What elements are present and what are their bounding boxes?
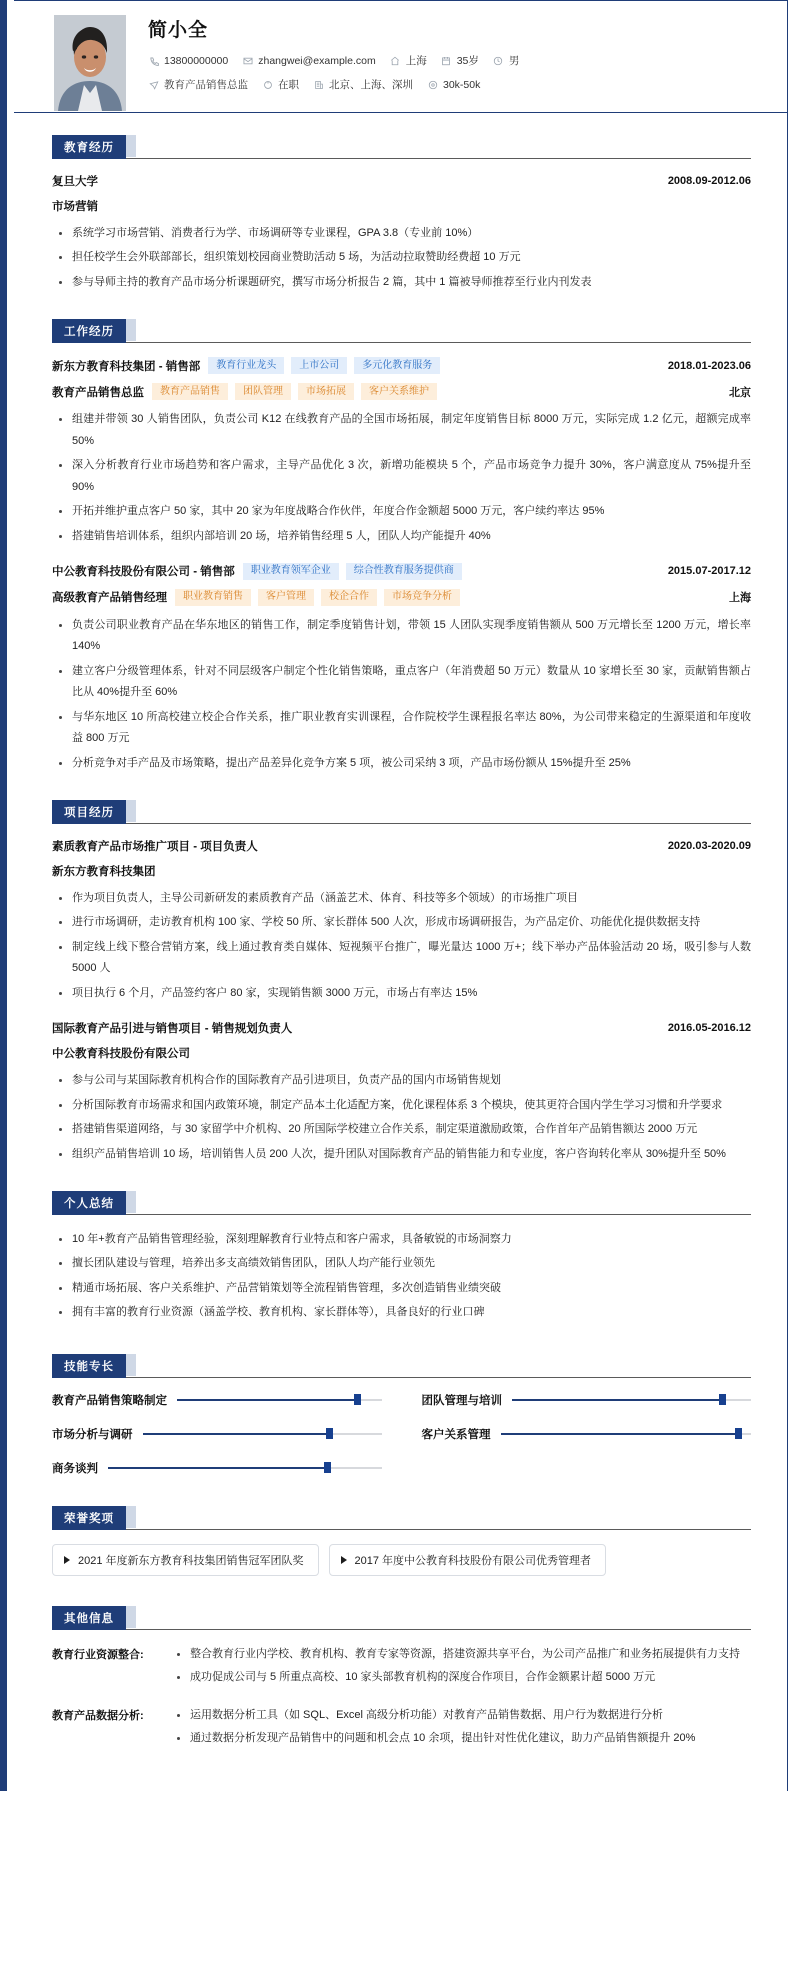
project-entry: [52, 1020, 751, 1165]
section-rule: [52, 823, 751, 824]
section-header-summary: [52, 1191, 751, 1215]
skill-knob[interactable]: [735, 1428, 742, 1439]
list-item: 拥有丰富的教育行业资源（涵盖学校、教育机构、家长群体等），具备良好的行业口碑: [54, 1302, 751, 1323]
work-company: 新东方教育科技集团 - 销售部: [52, 360, 201, 373]
position-tag: 市场竞争分析: [384, 589, 460, 606]
home-icon: [390, 55, 401, 66]
skill-label: 团队管理与培训: [421, 1394, 502, 1407]
company-tag: 上市公司: [291, 357, 347, 374]
list-item: 与华东地区 10 所高校建立校企合作关系，推广职业教育实训课程，合作院校学生课程报名率达 80%，为公司带来稳定的生源渠道和年度收益 800 万元: [54, 707, 751, 750]
education-date: 2008.09-2012.06: [667, 175, 751, 187]
work-entry: [52, 357, 751, 547]
section-tag-tail: [126, 1354, 136, 1376]
list-item: 系统学习市场营销、消费者行为学、市场调研等专业课程，GPA 3.8（专业前 10%）: [54, 223, 751, 244]
list-item: 作为项目负责人，主导公司新研发的素质教育产品（涵盖艺术、体育、科技等多个领域）的市场推广项目: [54, 888, 751, 909]
company-tag: 教育行业龙头: [208, 357, 284, 374]
work-date: 2018.01-2023.06: [667, 359, 751, 372]
position-tag: 团队管理: [235, 383, 291, 400]
email-icon: [242, 55, 253, 66]
contact-row-2: [148, 77, 787, 92]
project-entry-header: [52, 1020, 751, 1036]
list-item: 成功促成公司与 5 所重点高校、10 家头部教育机构的深度合作项目，合作金额累计超 5000 万元: [172, 1667, 751, 1688]
profile-header: [14, 0, 788, 113]
work-location: 上海: [729, 592, 751, 605]
section-tag-tail: [126, 800, 136, 822]
education-bullets: [54, 223, 751, 293]
skill-item: [52, 1460, 382, 1476]
section-rule: [52, 1629, 751, 1630]
position-tag: 校企合作: [321, 589, 377, 606]
work-date: 2015.07-2017.12: [667, 565, 751, 578]
other-info-bullets: [170, 1705, 751, 1752]
awards-list: [52, 1544, 751, 1576]
skill-slider[interactable]: [512, 1394, 751, 1406]
play-triangle-icon: [64, 1556, 70, 1564]
gender-icon: [493, 55, 504, 66]
contact-row-1: [148, 53, 787, 68]
company-tag: 综合性教育服务提供商: [346, 563, 462, 580]
skill-knob[interactable]: [719, 1394, 726, 1405]
section-title-awards: 荣誉奖项: [52, 1506, 126, 1530]
other-info-bullets: [170, 1644, 751, 1691]
left-accent-rail: [0, 0, 7, 1791]
list-item: 组建并带领 30 人销售团队，负责公司 K12 在线教育产品的全国市场拓展，制定年度销售目标 8000 万元，实际完成 1.2 亿元，超额完成率 50%: [54, 409, 751, 452]
phone-icon: [148, 55, 159, 66]
section-summary: [52, 1191, 751, 1324]
skill-item: [422, 1426, 752, 1442]
contact-hometown: [390, 53, 427, 68]
work-position: 教育产品销售总监: [52, 386, 144, 399]
work-bullets: [54, 409, 751, 547]
section-header-awards: [52, 1506, 751, 1530]
award-label: 2017 年度中公教育科技股份有限公司优秀管理者: [354, 1554, 592, 1567]
section-header-education: [52, 135, 751, 159]
resume-body: [14, 113, 788, 1791]
briefcase-icon: [148, 79, 159, 90]
company-tag: 多元化教育服务: [354, 357, 440, 374]
work-bullets: [54, 615, 751, 774]
other-info-label: 教育行业资源整合:: [52, 1648, 144, 1661]
contact-hometown-text: 上海: [405, 55, 427, 67]
work-entry-position-line: [52, 383, 751, 400]
section-rule: [52, 1214, 751, 1215]
skill-label: 商务谈判: [52, 1462, 98, 1475]
skill-label: 教育产品销售策略制定: [52, 1394, 167, 1407]
skill-grid-spacer: [422, 1460, 752, 1476]
section-title-education: 教育经历: [52, 135, 126, 159]
work-position: 高级教育产品销售经理: [52, 592, 167, 605]
contact-age-text: 35岁: [456, 55, 479, 67]
project-name: 素质教育产品市场推广项目 - 项目负责人: [52, 841, 258, 853]
company-tag: 职业教育领军企业: [243, 563, 339, 580]
position-tag: 职业教育销售: [175, 589, 251, 606]
list-item: 分析竞争对手产品及市场策略，提出产品差异化竞争方案 5 项，被公司采纳 3 项，产品市场份额从 15%提升至 25%: [54, 753, 751, 774]
section-rule: [52, 1529, 751, 1530]
skill-label: 市场分析与调研: [52, 1428, 133, 1441]
list-item: 通过数据分析发现产品销售中的问题和机会点 10 余项，提出针对性优化建议，助力产品销售额提升 20%: [172, 1728, 751, 1749]
skill-slider[interactable]: [177, 1394, 382, 1406]
section-title-other-info: 其他信息: [52, 1606, 126, 1630]
skill-slider[interactable]: [501, 1428, 752, 1440]
list-item: 进行市场调研，走访教育机构 100 家、学校 50 所、家长群体 500 人次，形成市场调研报告，为产品定价、功能优化提供数据支持: [54, 912, 751, 933]
list-item: 建立客户分级管理体系，针对不同层级客户制定个性化销售策略，重点客户（年消费超 50 万元）数量从 10 家增长至 30 家，贡献销售额占比从 40%提升至 60%: [54, 661, 751, 704]
section-tag-tail: [126, 319, 136, 341]
list-item: 分析国际教育市场需求和国内政策环境，制定产品本土化适配方案，优化课程体系 3 个模块，使其更符合国内学生学习习惯和升学要求: [54, 1095, 751, 1116]
skill-knob[interactable]: [326, 1428, 333, 1439]
avatar: [54, 15, 126, 111]
skill-item: [422, 1392, 752, 1408]
education-school: 复旦大学: [52, 176, 98, 188]
summary-bullets: [54, 1229, 751, 1324]
skill-knob[interactable]: [324, 1462, 331, 1473]
section-rule: [52, 158, 751, 159]
list-item: 项目执行 6 个月，产品签约客户 80 家，实现销售额 3000 万元，市场占有率达 15%: [54, 983, 751, 1004]
position-tag: 市场拓展: [298, 383, 354, 400]
project-entry-header: [52, 838, 751, 854]
section-tag-tail: [126, 1606, 136, 1628]
contact-status: [262, 77, 299, 92]
contact-cities-text: 北京、上海、深圳: [329, 79, 413, 91]
position-tag: 客户关系维护: [361, 383, 437, 400]
contact-email: [242, 55, 375, 67]
list-item: 负责公司职业教育产品在华东地区的销售工作，制定季度销售计划，带领 15 人团队实现季度销售额从 500 万元增长至 1200 万元，增长率 140%: [54, 615, 751, 658]
city-icon: [313, 79, 324, 90]
section-work: [52, 319, 751, 774]
section-header-work: [52, 319, 751, 343]
section-rule: [52, 342, 751, 343]
list-item: 精通市场拓展、客户关系维护、产品营销策划等全流程销售管理，多次创造销售业绩突破: [54, 1278, 751, 1299]
project-date: 2016.05-2016.12: [667, 1022, 751, 1035]
education-entry: [52, 173, 751, 293]
list-item: 开拓并维护重点客户 50 家，其中 20 家为年度战略合作伙伴，年度合作金额超 5000 万元，客户续约率达 95%: [54, 501, 751, 522]
contact-email-text: zhangwei@example.com: [258, 54, 376, 67]
work-company: 中公教育科技股份有限公司 - 销售部: [52, 566, 235, 579]
contact-gender-text: 男: [508, 55, 520, 67]
profile-info: [148, 11, 787, 101]
calendar-icon: [441, 55, 452, 66]
contact-phone-text: 13800000000: [164, 54, 229, 67]
award-chip[interactable]: [329, 1544, 607, 1576]
section-title-summary: 个人总结: [52, 1191, 126, 1215]
section-skills: [52, 1354, 751, 1476]
award-chip[interactable]: [52, 1544, 319, 1576]
play-triangle-icon: [341, 1556, 347, 1564]
section-title-work: 工作经历: [52, 319, 126, 343]
skill-fill: [512, 1399, 722, 1401]
section-other-info: [52, 1606, 751, 1752]
work-location: 北京: [729, 386, 751, 399]
section-tag-tail: [126, 1506, 136, 1528]
project-bullets: [54, 888, 751, 1004]
project-org: 中公教育科技股份有限公司: [52, 1048, 190, 1061]
education-entry-header: [52, 173, 751, 189]
section-header-other-info: [52, 1606, 751, 1630]
list-item: 运用数据分析工具（如 SQL、Excel 高级分析功能）对教育产品销售数据、用户行为数据进行分析: [172, 1705, 751, 1726]
section-header-project: [52, 800, 751, 824]
work-entry-company-line: [52, 357, 751, 374]
list-item: 参与公司与某国际教育机构合作的国际教育产品引进项目，负责产品的国内市场销售规划: [54, 1070, 751, 1091]
skills-grid: [52, 1392, 751, 1476]
list-item: 参与导师主持的教育产品市场分析课题研究，撰写市场分析报告 2 篇，其中 1 篇被导师推荐至行业内刊发表: [54, 272, 751, 293]
list-item: 10 年+教育产品销售管理经验，深刻理解教育行业特点和客户需求，具备敏锐的市场洞察力: [54, 1229, 751, 1250]
section-header-skills: [52, 1354, 751, 1378]
contact-age: [441, 53, 479, 68]
other-info-block: [52, 1705, 751, 1752]
work-entry: [52, 563, 751, 774]
list-item: 擅长团队建设与管理，培养出多支高绩效销售团队，团队人均产能行业领先: [54, 1253, 751, 1274]
project-entry: [52, 838, 751, 1004]
skill-fill: [143, 1433, 329, 1435]
other-info-label: 教育产品数据分析:: [52, 1709, 144, 1722]
section-tag-tail: [126, 135, 136, 157]
contact-position-text: 教育产品销售总监: [164, 79, 248, 91]
award-label: 2021 年度新东方教育科技集团销售冠军团队奖: [78, 1554, 304, 1567]
other-info-block: [52, 1644, 751, 1691]
work-entry-company-line: [52, 563, 751, 580]
status-icon: [262, 79, 273, 90]
contact-status-text: 在职: [278, 79, 299, 91]
section-project: [52, 800, 751, 1165]
contact-salary-text: 30k-50k: [443, 78, 481, 91]
project-date: 2020.03-2020.09: [667, 840, 751, 852]
work-entry-position-line: [52, 589, 751, 606]
list-item: 搭建销售培训体系，组织内部培训 20 场，培养销售经理 5 人，团队人均产能提升 40%: [54, 526, 751, 547]
section-education: [52, 135, 751, 293]
project-name: 国际教育产品引进与销售项目 - 销售规划负责人: [52, 1023, 293, 1036]
skill-fill: [177, 1399, 357, 1401]
project-bullets: [54, 1070, 751, 1165]
section-awards: [52, 1506, 751, 1576]
section-rule: [52, 1377, 751, 1378]
skill-knob[interactable]: [354, 1394, 361, 1405]
section-title-project: 项目经历: [52, 800, 126, 824]
contact-phone: [148, 55, 228, 67]
section-tag-tail: [126, 1191, 136, 1213]
skill-fill: [501, 1433, 739, 1435]
skill-slider[interactable]: [143, 1428, 382, 1440]
list-item: 制定线上线下整合营销方案，线上通过教育类自媒体、短视频平台推广，曝光量达 1000 万+；线下举办产品体验活动 20 场，吸引参与人数 5000 人: [54, 937, 751, 980]
list-item: 搭建销售渠道网络，与 30 家留学中介机构、20 所国际学校建立合作关系，制定渠道激励政策，合作首年产品销售额达 2000 万元: [54, 1119, 751, 1140]
skill-item: [52, 1426, 382, 1442]
list-item: 深入分析教育行业市场趋势和客户需求，主导产品优化 3 次，新增功能模块 5 个，产品市场竞争力提升 30%，客户满意度从 75%提升至 90%: [54, 455, 751, 498]
contact-cities: [313, 77, 413, 92]
candidate-name: 简小全: [148, 20, 209, 41]
list-item: 整合教育行业内学校、教育机构、教育专家等资源，搭建资源共享平台，为公司产品推广和业务拓展提供有力支持: [172, 1644, 751, 1665]
project-org: 新东方教育科技集团: [52, 866, 156, 878]
contact-position: [148, 77, 248, 92]
contact-salary: [427, 79, 480, 91]
list-item: 担任校学生会外联部部长，组织策划校园商业赞助活动 5 场，为活动拉取赞助经费超 10 万元: [54, 247, 751, 268]
contact-gender: [493, 53, 520, 68]
education-major: 市场营销: [52, 201, 98, 213]
position-tag: 教育产品销售: [152, 383, 228, 400]
position-tag: 客户管理: [258, 589, 314, 606]
skill-label: 客户关系管理: [421, 1428, 491, 1441]
skill-slider[interactable]: [108, 1462, 382, 1474]
salary-icon: [427, 79, 438, 90]
list-item: 组织产品销售培训 10 场，培训销售人员 200 人次，提升团队对国际教育产品的销售能力和专业度，客户咨询转化率从 30%提升至 50%: [54, 1144, 751, 1165]
skill-fill: [108, 1467, 327, 1469]
skill-item: [52, 1392, 382, 1408]
section-title-skills: 技能专长: [52, 1354, 126, 1378]
